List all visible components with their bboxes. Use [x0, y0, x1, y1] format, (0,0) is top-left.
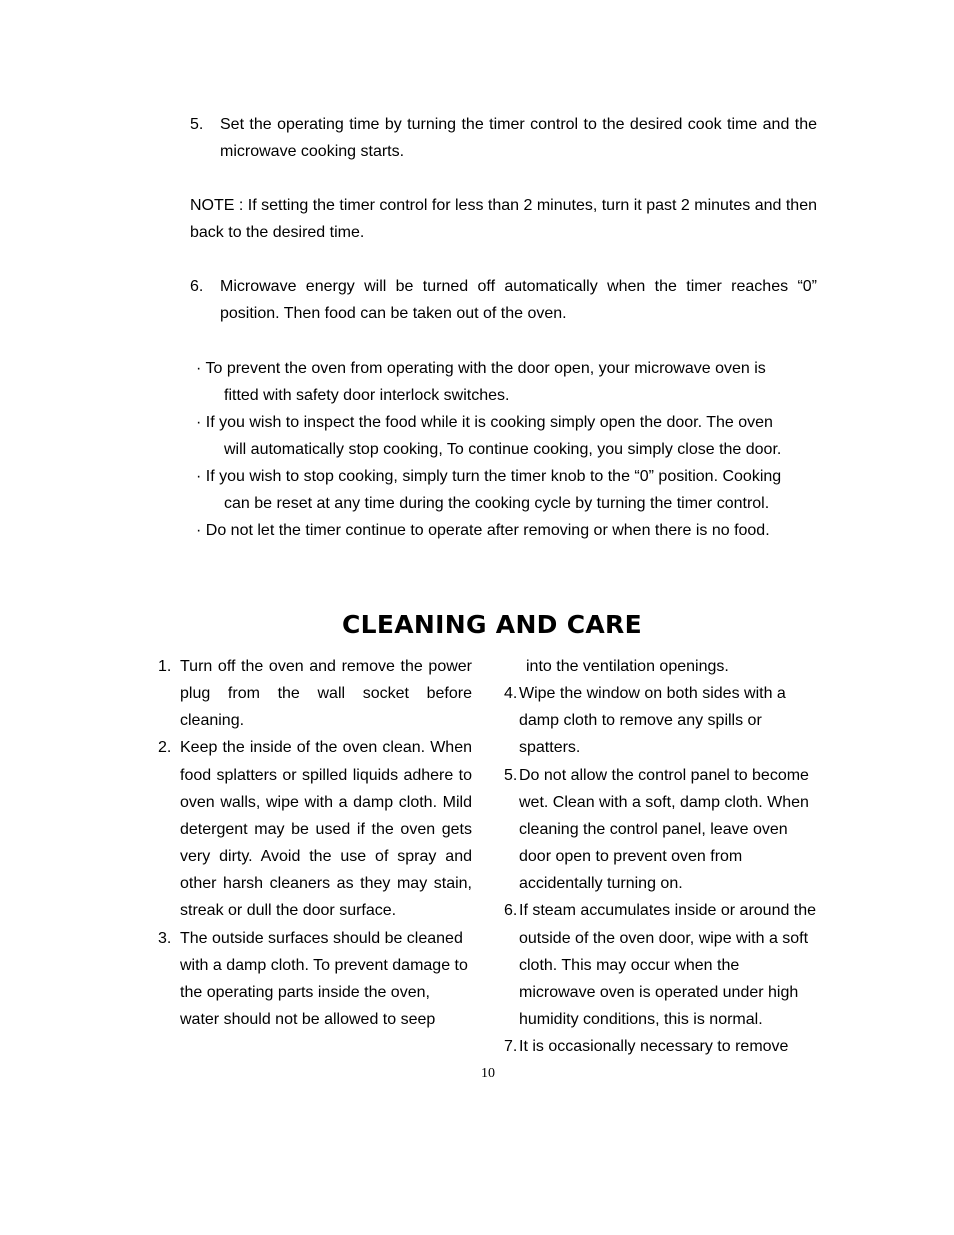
item-number: 5.: [190, 116, 204, 133]
bullet-item: · If you wish to inspect the food while it is cooking simply open the door. The oven will automatically stop cooking, To continue cooking, you simply close the door.: [196, 414, 782, 458]
item-text: Microwave energy will be turned off automatically when the timer reaches “0” position. Then food can be taken out of the oven.: [220, 278, 817, 322]
cleaning-item-6: 6. If steam accumulates inside or around the outside of the oven door, wipe with a soft cloth. This may occur when the microwave oven is operated under high humidity conditions, this is normal.: [504, 902, 817, 1029]
bullet-item: · To prevent the oven from operating with the door open, your microwave oven is fitted with safety door interlock switches.: [196, 360, 766, 404]
cleaning-item-1: 1. Turn off the oven and remove the power plug from the wall socket before cleaning.: [158, 658, 472, 730]
bullet-item: · If you wish to stop cooking, simply turn the timer knob to the “0” position. Cooking can be reset at any time during the cooking cycle by turning the timer control.: [196, 468, 782, 512]
safety-bullet-list: [196, 355, 806, 544]
cleaning-item-2: 2. Keep the inside of the oven clean. When food splatters or spilled liquids adhere to oven walls, wipe with a damp cloth. Mild detergent may be used if the oven gets very dirty. Avoid the use of spray and other harsh cleaners as they may stain, streak or dull the door surface.: [158, 739, 472, 920]
cleaning-item-5: 5. Do not allow the control panel to become wet. Clean with a soft, damp cloth. When cleaning the control panel, leave oven door open to prevent oven from accidentally turning on.: [504, 766, 809, 893]
cleaning-column-left: [158, 653, 472, 1033]
bullet-item: · Do not let the timer continue to operate after removing or when there is no food.: [196, 522, 770, 539]
cleaning-item-4: 4. Wipe the window on both sides with a damp cloth to remove any spills or spatters.: [504, 685, 786, 757]
cleaning-column-right: [504, 653, 818, 1060]
section-heading: CLEANING AND CARE: [342, 610, 642, 639]
instruction-item-6: [190, 273, 817, 327]
page-number: 10: [481, 1066, 495, 1081]
item-number: 6.: [190, 278, 204, 295]
cleaning-item-3: 3. The outside surfaces should be cleaned with a damp cloth. To prevent damage to the operating parts inside the oven, water should not be allowed to seep: [158, 929, 468, 1029]
instruction-item-5: [190, 111, 817, 165]
cleaning-item-7: 7. It is occasionally necessary to remove: [504, 1038, 789, 1056]
item-text: Set the operating time by turning the timer control to the desired cook time and the microwave cooking starts.: [220, 116, 817, 160]
note-paragraph: NOTE : If setting the timer control for less than 2 minutes, turn it past 2 minutes and then back to the desired time.: [190, 197, 817, 241]
cleaning-item-3-continuation: into the ventilation openings.: [526, 658, 729, 675]
